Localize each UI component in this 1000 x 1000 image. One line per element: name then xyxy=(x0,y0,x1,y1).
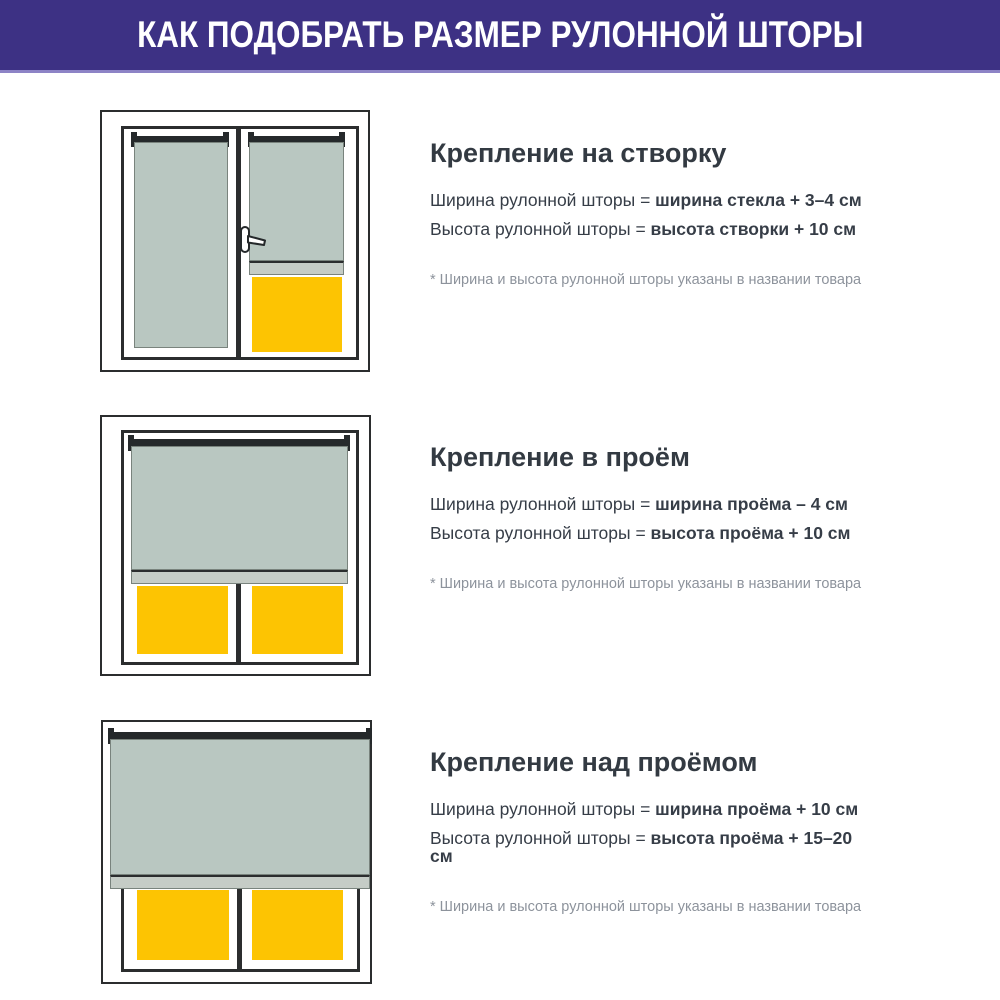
footnote: * Ширина и высота рулонной шторы указаны в названии товара xyxy=(430,899,862,915)
roller-blind xyxy=(131,446,348,570)
formula-label: Высота рулонной шторы = xyxy=(430,828,651,848)
section-mount-on-sash-text xyxy=(430,138,870,288)
glass-pane xyxy=(252,586,343,654)
section-heading: Крепление над проёмом xyxy=(430,747,758,777)
blind-bottom-hem xyxy=(110,875,370,889)
formula-value: высота проёма + 15–20 см xyxy=(430,828,853,866)
formula-value: ширина проёма – 4 см xyxy=(655,494,848,514)
formula-value: высота створки + 10 см xyxy=(650,219,857,239)
formula-label: Высота рулонной шторы = xyxy=(430,523,651,543)
formula-value: ширина стекла + 3–4 см xyxy=(655,190,862,210)
diagram-mount-on-sash xyxy=(100,110,370,372)
formula-label: Ширина рулонной шторы = xyxy=(430,190,656,210)
footnote: * Ширина и высота рулонной шторы указаны в названии товара xyxy=(430,272,862,288)
header-banner xyxy=(0,0,1000,73)
roller-blind xyxy=(110,739,370,875)
width-formula xyxy=(430,191,870,209)
window-handle-icon xyxy=(238,225,268,255)
blind-bottom-hem xyxy=(249,261,344,275)
width-formula xyxy=(430,800,870,818)
roller-blind xyxy=(134,142,228,348)
formula-value: высота проёма + 10 см xyxy=(650,523,851,543)
window-mullion xyxy=(236,577,241,663)
diagram-mount-in-opening xyxy=(100,415,371,676)
glass-pane xyxy=(252,890,343,960)
formula-label: Ширина рулонной шторы = xyxy=(430,799,656,819)
glass-pane xyxy=(252,277,342,352)
formula-label: Ширина рулонной шторы = xyxy=(430,494,656,514)
height-formula xyxy=(430,524,870,542)
width-formula xyxy=(430,495,870,513)
section-mount-in-opening-text xyxy=(430,442,870,592)
page-title: КАК ПОДОБРАТЬ РАЗМЕР РУЛОННОЙ ШТОРЫ xyxy=(136,14,864,55)
section-mount-above-opening-text xyxy=(430,747,870,915)
height-formula xyxy=(430,220,870,238)
glass-pane xyxy=(137,890,229,960)
roller-rod xyxy=(128,439,350,446)
height-formula xyxy=(430,829,870,865)
formula-value: ширина проёма + 10 см xyxy=(655,799,859,819)
formula-label: Высота рулонной шторы = xyxy=(430,219,651,239)
glass-pane xyxy=(137,586,228,654)
section-heading: Крепление в проём xyxy=(430,442,690,472)
section-heading: Крепление на створку xyxy=(430,138,727,168)
roller-rod xyxy=(108,732,372,739)
footnote: * Ширина и высота рулонной шторы указаны в названии товара xyxy=(430,576,862,592)
diagram-mount-above-opening xyxy=(101,720,372,984)
blind-bottom-hem xyxy=(131,570,348,584)
